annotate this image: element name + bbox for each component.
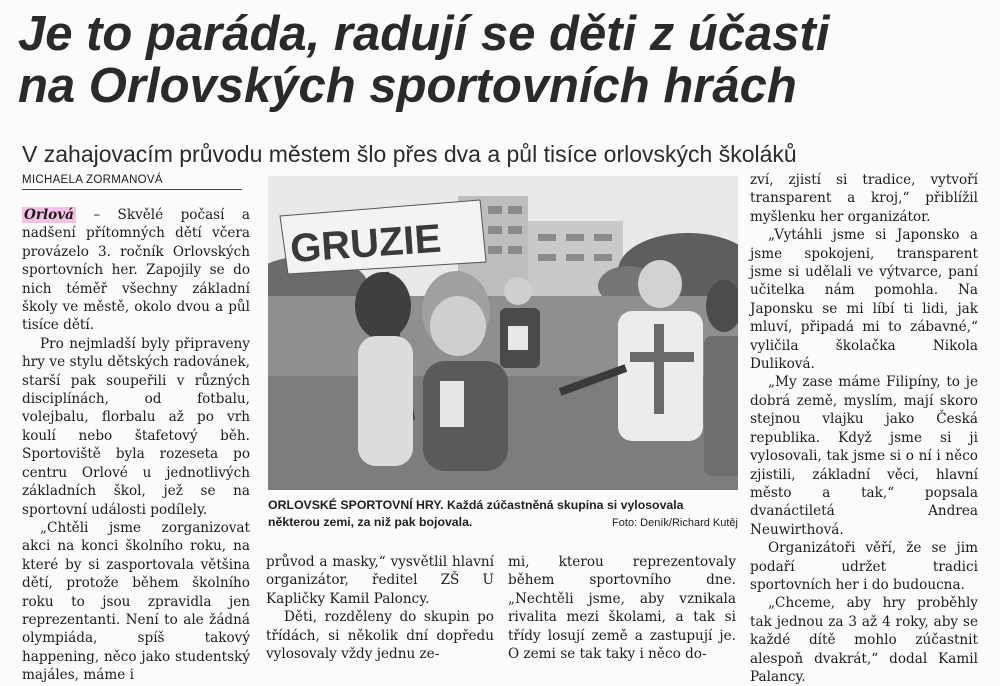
paragraph: mi, kterou reprezentovaly během sportovního dne. „Nechtěli jsme, aby vznikala rivalita mezi školami, a tak si třídy losují země a zastupují je. O zemi se tak taky i něco do-: [508, 554, 736, 663]
caption-title: ORLOVSKÉ SPORTOVNÍ HRY.: [268, 498, 444, 512]
subheadline: V zahajovacím průvodu městem šlo přes dva a půl tisíce orlovských školáků: [22, 141, 797, 167]
paragraph-text: – Skvělé počasí a nadšení přítomných dětí včera provázelo 3. ročník Orlovských sportovních her. Zapojily se do nich téměř všechny základní školy ve městě, okolo dvou a půl tisíce dětí.: [22, 207, 250, 334]
dateline: Orlová: [24, 207, 74, 223]
article-column-2: [266, 553, 494, 663]
article-column-1: [22, 206, 250, 685]
paragraph: „Vytáhli jsme si Japonsko a jsme spokojeni, transparent jsme si udělali ve výtvarce, paní učitelka nám pomohla. Na Japonsku se mi líbí ti lidi, jak mluví, připadá mi to zábavné,“ vyličila školačka Nikola Duliková.: [750, 227, 978, 373]
paragraph: „Chceme, aby hry proběhly tak jednou za 3 až 4 roky, aby se každé dítě mohlo zúčastnit alespoň dvakrát,“ dodal Kamil Palancy.: [750, 595, 978, 685]
headline: [18, 8, 988, 112]
author-byline: MICHAELA ZORMANOVÁ: [22, 174, 242, 190]
paragraph: „Chtěli jsme zorganizovat akci na konci školního roku, na které by si zasportovala většina dětí, protože během školního roku to jsou zpravidla jen reprezentanti. Není to ale žádná olympiáda, spíš takový happening, něco jako studentský majáles, máme i: [22, 519, 250, 684]
article-photo: [268, 176, 738, 490]
article-column-3: [508, 553, 736, 663]
paragraph: zví, zjistí si tradice, vytvoří transparent a kroj,“ přiblížil myšlenku her organizátor.: [750, 172, 978, 225]
paragraph: „My zase máme Filipíny, to je dobrá země, myslím, mají skoro stejnou vlajku jako Česká republika. Když jsme si ji vylosovali, tak jsme si o ní i něco zjistili, základní věci, hlavní město a tak,“ popsala dvanáctiletá Andrea Neuwirthová.: [750, 374, 978, 538]
banner-text: GRUZIE: [288, 216, 443, 272]
paragraph: Organizátoři věří, že se jim podaří udržet tradici sportovních her i do budoucna.: [750, 540, 978, 593]
headline-line-1: Je to paráda, radují se děti z účasti: [18, 7, 830, 61]
paragraph: Děti, rozděleny do skupin po třídách, si několik dní dopředu vylosovaly vždy jednu ze-: [266, 609, 494, 663]
photo-illustration: [268, 176, 738, 490]
photo-credit: Foto: Deník/Richard Kutěj: [612, 517, 738, 529]
article-column-4: [750, 171, 978, 686]
caption-text: Každá zúčastněná skupina si vylosovala některou zemi, za niž pak bojovala.: [268, 498, 684, 529]
headline-line-2: na Orlovských sportovních hrách: [18, 59, 797, 113]
paragraph: průvod a masky,“ vysvětlil hlavní organizátor, ředitel ZŠ U Kapličky Kamil Paloncy.: [266, 554, 494, 607]
photo-caption: [268, 497, 738, 532]
paragraph: [22, 206, 250, 335]
paragraph: Pro nejmladší byly připraveny hry ve stylu dětských radovánek, starší pak soupeřili v různých disciplínách, od fotbalu, volejbalu, florbalu až po vrh koulí nebo štafetový běh. Sportoviště byla rozeseta po centru Orlové u jednotlivých základních škol, jež se na sportovní události podílely.: [22, 335, 250, 518]
